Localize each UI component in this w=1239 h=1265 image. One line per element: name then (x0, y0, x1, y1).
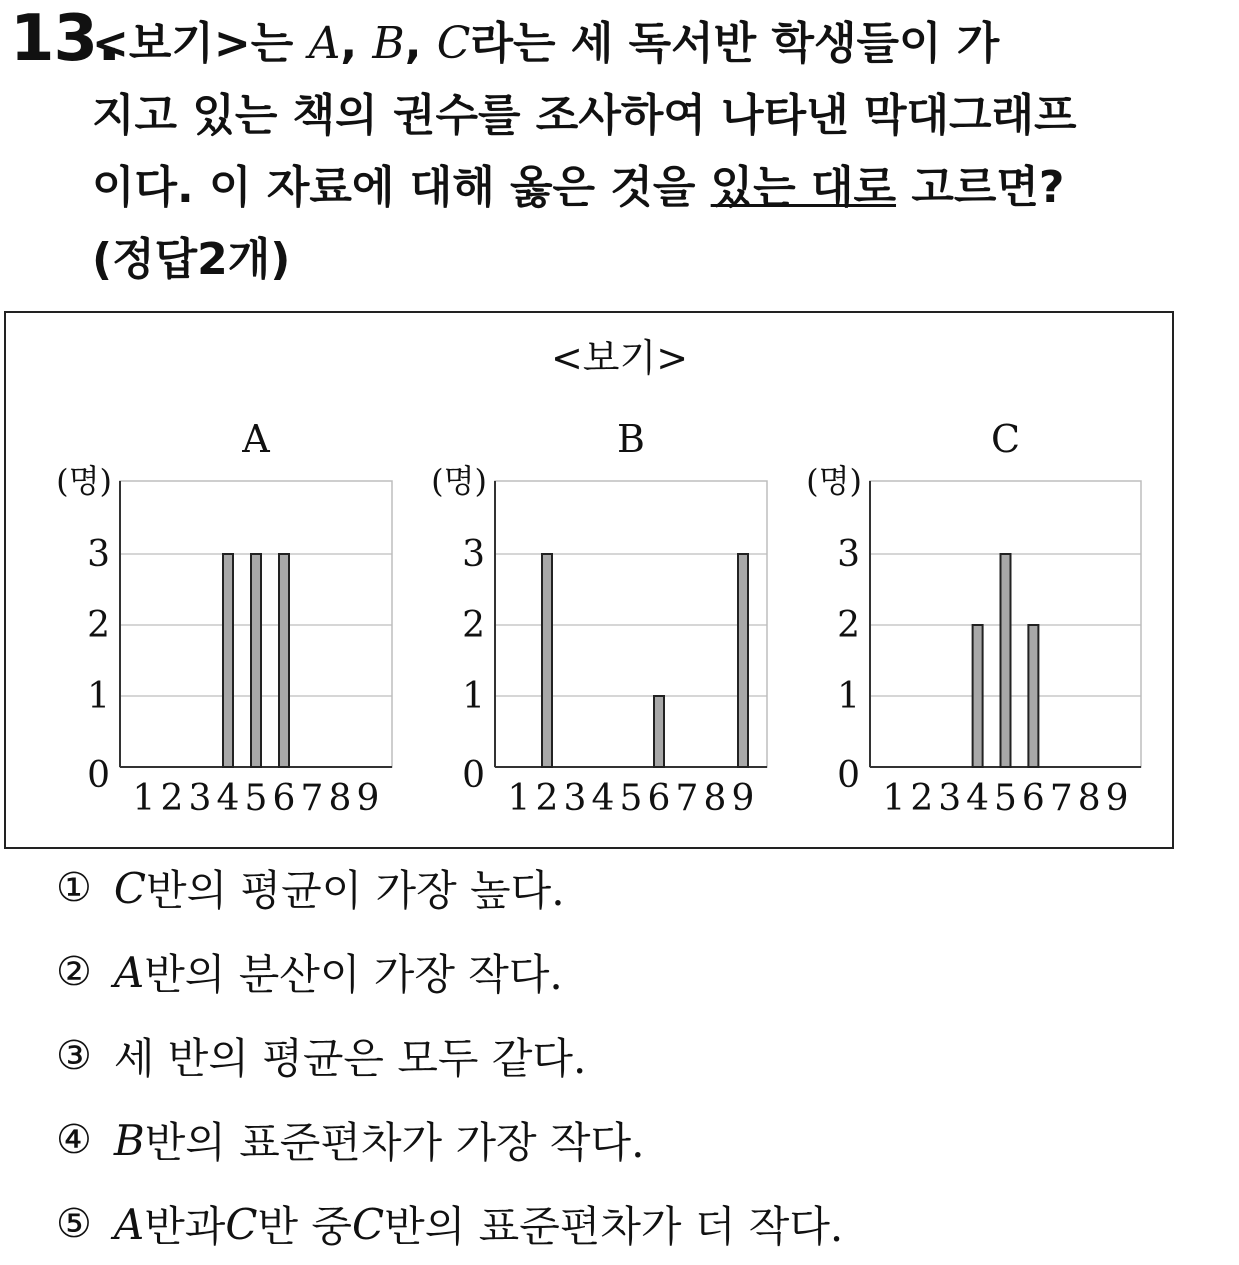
x-tick-label: 5 (244, 778, 268, 819)
y-axis-label: (명) (56, 462, 112, 500)
chart-title: C (990, 417, 1021, 461)
x-tick-label: 9 (731, 778, 755, 819)
x-tick-label: 4 (966, 778, 990, 819)
x-tick-label: 2 (910, 778, 934, 819)
x-tick-label: 3 (563, 778, 587, 819)
y-axis-label: (명) (431, 462, 487, 500)
x-tick-label: 2 (535, 778, 559, 819)
bar (542, 554, 552, 767)
x-tick-label: 4 (591, 778, 615, 819)
option-var: B (113, 1115, 145, 1165)
x-tick-label: 5 (994, 778, 1017, 819)
y-tick-label: 3 (837, 534, 860, 575)
option-text: 반의 분산이 가장 작다. (144, 950, 563, 999)
stem-text: 이다. 이 자료에 대해 옳은 것을 (92, 162, 711, 213)
bar (654, 696, 664, 767)
stem-line-2: 지고 있는 책의 권수를 조사하여 나타낸 막대그래프 (92, 90, 1077, 141)
var-a: A (308, 18, 341, 69)
y-tick-label: 0 (87, 755, 110, 796)
chart-title: A (242, 417, 270, 461)
x-tick-label: 9 (356, 778, 380, 819)
stem-separator: , (404, 18, 437, 69)
x-tick-label: 5 (619, 778, 643, 819)
stem-separator: , (340, 18, 373, 69)
option-var: A (113, 947, 145, 997)
x-tick-label: 6 (272, 778, 296, 819)
stem-line-3 (92, 152, 1202, 224)
option-3[interactable] (56, 1026, 586, 1086)
var-c: C (436, 18, 471, 69)
y-tick-label: 2 (837, 605, 860, 646)
x-tick-label: 3 (938, 778, 962, 819)
stem-line-1 (92, 8, 1202, 80)
bar (1028, 625, 1038, 767)
option-number: ⑤ (56, 1201, 92, 1247)
x-tick-label: 1 (507, 778, 531, 819)
option-var: C (113, 863, 146, 913)
option-var: A (113, 1199, 145, 1249)
y-axis-label: (명) (806, 462, 862, 500)
x-tick-label: 1 (882, 778, 906, 819)
option-number: ④ (56, 1117, 92, 1163)
stem-line-4: (정답2개) (92, 234, 291, 285)
stem-text: 고르면? (896, 162, 1065, 213)
bar (1001, 554, 1011, 767)
y-tick-label: 2 (462, 605, 485, 646)
question-number: 13. (10, 2, 121, 76)
option-text: 반의 표준편차가 더 작다. (384, 1202, 844, 1251)
x-tick-label: 7 (675, 778, 699, 819)
bar-charts (0, 395, 1239, 835)
option-var: C (352, 1199, 385, 1249)
option-5[interactable] (56, 1194, 843, 1254)
y-tick-label: 1 (462, 676, 485, 717)
x-tick-label: 6 (1021, 778, 1045, 819)
stem-text: <보기>는 (92, 18, 309, 69)
bar (223, 554, 233, 767)
x-tick-label: 1 (132, 778, 156, 819)
plot-frame (495, 481, 767, 767)
x-tick-label: 9 (1105, 778, 1129, 819)
x-tick-label: 8 (1077, 778, 1101, 819)
bar (251, 554, 261, 767)
option-number: ① (56, 865, 92, 911)
y-tick-label: 1 (837, 676, 860, 717)
option-number: ③ (56, 1033, 92, 1079)
x-tick-label: 7 (1049, 778, 1073, 819)
y-tick-label: 3 (462, 534, 485, 575)
chart-title: B (617, 417, 645, 461)
x-tick-label: 7 (300, 778, 324, 819)
question-stem (92, 8, 1202, 296)
y-tick-label: 0 (837, 755, 860, 796)
option-text: 반과 (144, 1202, 226, 1251)
bar (738, 554, 748, 767)
option-4[interactable] (56, 1110, 644, 1170)
option-text: 반의 표준편차가 가장 작다. (144, 1118, 645, 1167)
bar (973, 625, 983, 767)
option-text: 반 중 (257, 1202, 352, 1251)
x-tick-label: 8 (703, 778, 727, 819)
x-tick-label: 3 (188, 778, 212, 819)
option-var: C (225, 1199, 258, 1249)
x-tick-label: 8 (328, 778, 352, 819)
x-tick-label: 2 (160, 778, 184, 819)
option-text: 세 반의 평균은 모두 같다. (113, 1034, 587, 1083)
option-1[interactable] (56, 858, 565, 918)
y-tick-label: 0 (462, 755, 485, 796)
underlined-phrase: 있는 대로 (710, 162, 897, 213)
y-tick-label: 1 (87, 676, 110, 717)
bar (279, 554, 289, 767)
y-tick-label: 3 (87, 534, 110, 575)
stem-text: 라는 세 독서반 학생들이 가 (470, 18, 1000, 69)
option-2[interactable] (56, 942, 563, 1002)
option-text: 반의 평균이 가장 높다. (146, 866, 565, 915)
option-number: ② (56, 949, 92, 995)
x-tick-label: 4 (216, 778, 240, 819)
var-b: B (372, 18, 405, 69)
y-tick-label: 2 (87, 605, 110, 646)
x-tick-label: 6 (647, 778, 671, 819)
example-box-title: <보기> (550, 336, 689, 380)
